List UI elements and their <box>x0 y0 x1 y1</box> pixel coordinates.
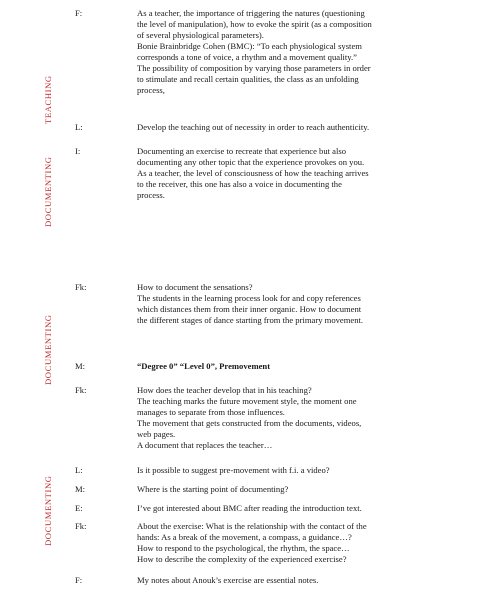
entry-text <box>137 122 467 133</box>
text-line: The students in the learning process look for and copy references <box>137 293 361 303</box>
entry-heading <box>137 361 467 372</box>
text-line: “Degree 0” “Level 0”, Premovement <box>137 361 271 371</box>
text-line: the level of manipulation), how to evoke the spirit (as a composition <box>137 19 372 29</box>
speaker-label: Fk: <box>75 521 87 531</box>
speaker-label: F: <box>75 8 83 18</box>
section-label-teaching: TEACHING <box>43 75 53 125</box>
text-line: of several physiological parameters). <box>137 30 264 40</box>
speaker-label: M: <box>75 484 86 494</box>
entry-text <box>137 385 467 451</box>
text-line: Bonie Brainbridge Cohen (BMC): “To each physiological system <box>137 41 362 51</box>
speaker-label: E: <box>75 503 83 513</box>
text-line: the different stages of dance starting from the primary movement. <box>137 315 364 325</box>
section-label-documenting-1: DOCUMENTING <box>43 156 53 228</box>
speaker-label: M: <box>75 361 86 371</box>
text-line: to the receiver, this one has also a voice in documenting the <box>137 179 342 189</box>
text-line: How to describe the complexity of the experienced exercise? <box>137 554 347 564</box>
text-line: Is it possible to suggest pre-movement with f.i. a video? <box>137 465 330 475</box>
speaker-label: Fk: <box>75 282 87 292</box>
text-line: documenting any other topic that the experience provokes on you. <box>137 157 365 167</box>
speaker-label: L: <box>75 122 83 132</box>
entry-text <box>137 484 467 495</box>
text-line: The movement that gets constructed from the documents, videos, <box>137 418 362 428</box>
entry-text <box>137 282 467 326</box>
text-line: Documenting an exercise to recreate that experience but also <box>137 146 347 156</box>
text-line: How to respond to the psychological, the rhythm, the space… <box>137 543 350 553</box>
text-line: corresponds a tone of voice, a rhythm and a movement quality.” <box>137 52 357 62</box>
text-line: As a teacher, the level of consciousness of how the teaching arrives <box>137 168 369 178</box>
text-line: The teaching marks the future movement style, the moment one <box>137 396 357 406</box>
text-line: manages to separate from those influences. <box>137 407 285 417</box>
text-line: process, <box>137 85 165 95</box>
speaker-label: Fk: <box>75 385 87 395</box>
speaker-label: F: <box>75 575 83 585</box>
text-line: About the exercise: What is the relationship with the contact of the <box>137 521 367 531</box>
text-line: hands: As a break of the movement, a compass, a guidance…? <box>137 532 352 542</box>
entry-text <box>137 146 467 201</box>
text-line: As a teacher, the importance of triggering the natures (questioning <box>137 8 365 18</box>
entry-text <box>137 575 467 586</box>
text-line: Where is the starting point of documenting? <box>137 484 289 494</box>
section-label-documenting-2: DOCUMENTING <box>43 314 53 386</box>
section-label-documenting-3: DOCUMENTING <box>43 475 53 546</box>
text-line: A document that replaces the teacher… <box>137 440 273 450</box>
text-line: process. <box>137 190 165 200</box>
text-line: My notes about Anouk’s exercise are essential notes. <box>137 575 319 585</box>
speaker-label: I: <box>75 146 81 156</box>
text-line: to stimulate and recall certain qualities, the class as an unfolding <box>137 74 359 84</box>
entry-text <box>137 8 467 96</box>
entry-text <box>137 503 467 514</box>
entry-text <box>137 465 467 476</box>
entry-text <box>137 521 467 565</box>
speaker-label: L: <box>75 465 83 475</box>
text-line: How to document the sensations? <box>137 282 253 292</box>
text-line: which distances them from their inner organic. How to document <box>137 304 362 314</box>
text-line: web pages. <box>137 429 176 439</box>
text-line: I’ve got interested about BMC after reading the introduction text. <box>137 503 362 513</box>
text-line: Develop the teaching out of necessity in order to reach authenticity. <box>137 122 370 132</box>
text-line: How does the teacher develop that in his teaching? <box>137 385 312 395</box>
text-line: The possibility of composition by varying those parameters in order <box>137 63 371 73</box>
